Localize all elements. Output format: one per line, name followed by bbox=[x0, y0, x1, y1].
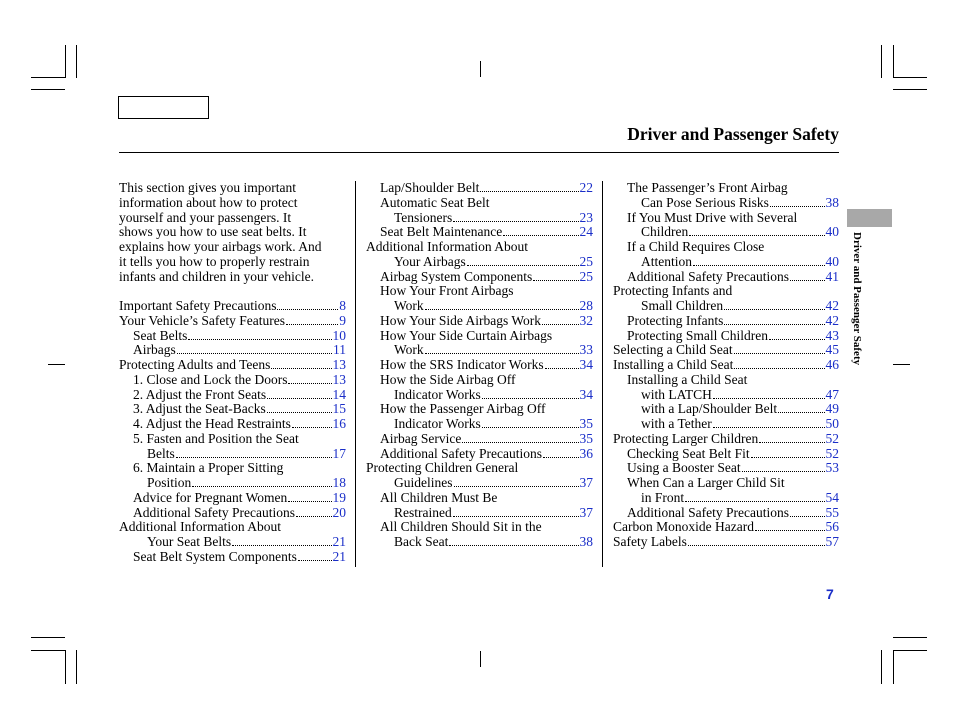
toc-entry bbox=[119, 520, 346, 535]
crop-mark bbox=[65, 650, 66, 684]
toc-entry-title: Seat Belt Maintenance bbox=[380, 224, 503, 240]
toc-entry-title: Checking Seat Belt Fit bbox=[627, 445, 750, 461]
dot-leader bbox=[543, 457, 579, 458]
toc-entry-title: Installing a Child Seat bbox=[613, 357, 734, 372]
dot-leader bbox=[462, 442, 578, 443]
toc-entry[interactable] bbox=[613, 535, 839, 550]
toc-entry-title: If a Child Requires Close bbox=[627, 239, 765, 254]
toc-page-link[interactable]: 16 bbox=[332, 416, 346, 431]
dot-leader bbox=[267, 398, 331, 399]
header-box bbox=[118, 96, 209, 119]
toc-page-link[interactable]: 13 bbox=[332, 357, 346, 372]
toc-entry-title: How Your Side Airbags Work bbox=[380, 312, 542, 328]
intro-line: This section gives you important bbox=[119, 180, 296, 195]
toc-entry[interactable] bbox=[613, 196, 839, 211]
intro-line: shows you how to use seat belts. It bbox=[119, 224, 307, 240]
toc-entry-title: Additional Information About bbox=[366, 239, 528, 254]
toc-entry[interactable] bbox=[119, 314, 346, 329]
toc-entry-title: How Your Side Curtain Airbags bbox=[380, 327, 553, 343]
toc-entry-title: Seat Belt System Components bbox=[133, 548, 297, 564]
dot-leader bbox=[755, 530, 825, 531]
toc-page-link[interactable]: 50 bbox=[825, 416, 839, 431]
toc-page-link[interactable]: 25 bbox=[579, 253, 593, 269]
toc-entry-title: with a Tether bbox=[641, 416, 712, 431]
toc-entry-title: 2. Adjust the Front Seats bbox=[133, 386, 267, 402]
dot-leader bbox=[742, 471, 825, 472]
crop-mark bbox=[881, 650, 882, 684]
toc-entry[interactable] bbox=[366, 358, 593, 373]
crop-mark bbox=[893, 77, 927, 78]
toc-page-link[interactable]: 21 bbox=[332, 548, 346, 564]
crop-mark bbox=[76, 650, 77, 684]
toc-entry bbox=[613, 211, 839, 226]
toc-page-link[interactable]: 18 bbox=[332, 475, 346, 490]
toc-entry-title: Your Seat Belts bbox=[147, 534, 232, 549]
toc-list bbox=[119, 299, 346, 565]
toc-entry-title: Work bbox=[394, 342, 424, 358]
crop-mark bbox=[31, 77, 65, 78]
dot-leader bbox=[188, 339, 331, 340]
toc-entry-title: Airbag Service bbox=[380, 430, 462, 446]
dot-leader bbox=[724, 324, 824, 325]
toc-page-link[interactable]: 14 bbox=[332, 386, 346, 402]
crop-mark bbox=[893, 45, 894, 78]
toc-page-link[interactable]: 9 bbox=[339, 312, 346, 328]
dot-leader bbox=[267, 412, 332, 413]
toc-entry[interactable] bbox=[119, 506, 346, 521]
dot-leader bbox=[689, 235, 824, 236]
toc-entry[interactable] bbox=[119, 491, 346, 506]
toc-page-link[interactable]: 35 bbox=[579, 416, 593, 431]
toc-entry[interactable] bbox=[613, 506, 839, 521]
toc-entry[interactable] bbox=[613, 447, 839, 462]
toc-entry[interactable] bbox=[613, 417, 839, 432]
toc-page-link[interactable]: 15 bbox=[332, 401, 346, 417]
toc-entry[interactable] bbox=[119, 329, 346, 344]
toc-page-link[interactable]: 42 bbox=[825, 312, 839, 328]
dot-leader bbox=[277, 309, 338, 310]
dot-leader bbox=[713, 427, 825, 428]
toc-entry-title: Can Pose Serious Risks bbox=[641, 194, 769, 210]
toc-entry-title: Back Seat bbox=[394, 534, 449, 549]
toc-entry-title: Additional Safety Precautions bbox=[380, 445, 542, 461]
toc-entry[interactable] bbox=[119, 358, 346, 373]
dot-leader bbox=[453, 221, 578, 222]
toc-entry-title: Work bbox=[394, 298, 424, 313]
toc-entry[interactable] bbox=[119, 343, 346, 358]
toc-page-link[interactable]: 38 bbox=[825, 194, 839, 210]
toc-entry-title: Protecting Infants bbox=[627, 312, 724, 328]
dot-leader bbox=[545, 368, 579, 369]
toc-page-link[interactable]: 42 bbox=[825, 298, 839, 313]
toc-entry-title: Additional Safety Precautions bbox=[133, 504, 295, 520]
toc-entry[interactable] bbox=[366, 270, 593, 285]
toc-entry[interactable] bbox=[119, 535, 346, 550]
toc-entry-title: Automatic Seat Belt bbox=[380, 194, 490, 210]
toc-entry-title: Position bbox=[147, 475, 192, 490]
toc-entry-title: The Passenger’s Front Airbag bbox=[627, 180, 788, 195]
toc-entry-title: with a Lap/Shoulder Belt bbox=[641, 401, 778, 417]
toc-entry-title: Carbon Monoxide Hazard bbox=[613, 519, 754, 535]
toc-entry[interactable] bbox=[366, 181, 593, 196]
toc-entry[interactable] bbox=[366, 314, 593, 329]
dot-leader bbox=[296, 516, 332, 517]
toc-page-link[interactable]: 33 bbox=[579, 342, 593, 358]
dot-leader bbox=[685, 501, 824, 502]
toc-entry-title: Protecting Children General bbox=[366, 460, 519, 476]
toc-entry-title: All Children Must Be bbox=[380, 489, 498, 505]
toc-page-link[interactable]: 40 bbox=[825, 253, 839, 269]
toc-page-link[interactable]: 23 bbox=[579, 209, 593, 225]
toc-entry[interactable] bbox=[613, 432, 839, 447]
toc-entry[interactable] bbox=[613, 329, 839, 344]
toc-page-link[interactable]: 57 bbox=[825, 534, 839, 549]
dot-leader bbox=[482, 427, 579, 428]
toc-entry[interactable] bbox=[613, 491, 839, 506]
toc-entry-title: Children bbox=[641, 224, 689, 240]
dot-leader bbox=[751, 457, 825, 458]
toc-entry-title: All Children Should Sit in the bbox=[380, 519, 542, 535]
dot-leader bbox=[288, 501, 331, 502]
toc-entry-title: Selecting a Child Seat bbox=[613, 342, 733, 358]
toc-page-link[interactable]: 54 bbox=[825, 489, 839, 505]
dot-leader bbox=[759, 442, 824, 443]
dot-leader bbox=[713, 398, 825, 399]
section-tab bbox=[847, 209, 892, 227]
page-number: 7 bbox=[826, 586, 834, 602]
toc-page-link[interactable]: 22 bbox=[579, 180, 593, 195]
toc-entry-title: Installing a Child Seat bbox=[627, 371, 748, 387]
toc-page-link[interactable]: 40 bbox=[825, 224, 839, 240]
toc-entry bbox=[366, 196, 593, 211]
toc-entry-title: Safety Labels bbox=[613, 534, 687, 549]
toc-entry-title: If You Must Drive with Several bbox=[627, 209, 798, 225]
toc-entry-title: Additional Information About bbox=[119, 519, 281, 535]
toc-entry bbox=[613, 181, 839, 196]
intro-paragraph bbox=[119, 181, 346, 284]
toc-page-link[interactable]: 47 bbox=[825, 386, 839, 402]
toc-entry[interactable] bbox=[119, 373, 346, 388]
toc-entry-title: Additional Safety Precautions bbox=[627, 268, 789, 284]
crop-mark bbox=[76, 45, 77, 78]
toc-entry[interactable] bbox=[366, 225, 593, 240]
toc-entry-title: Protecting Larger Children bbox=[613, 430, 759, 446]
toc-entry[interactable] bbox=[366, 343, 593, 358]
toc-entry-title: in Front bbox=[641, 489, 685, 505]
dot-leader bbox=[790, 516, 825, 517]
toc-entry-title: Protecting Small Children bbox=[627, 327, 768, 343]
dot-leader bbox=[734, 368, 824, 369]
toc-entry-title: When Can a Larger Child Sit bbox=[627, 475, 785, 490]
toc-entry bbox=[366, 240, 593, 255]
dot-leader bbox=[693, 265, 825, 266]
toc-page-link[interactable]: 46 bbox=[825, 357, 839, 372]
toc-column-3 bbox=[613, 181, 839, 550]
toc-page-link[interactable]: 17 bbox=[332, 445, 346, 461]
crop-mark bbox=[893, 650, 927, 651]
dot-leader bbox=[790, 280, 825, 281]
toc-page-link[interactable]: 34 bbox=[579, 357, 593, 372]
dot-leader bbox=[482, 398, 579, 399]
toc-page-link[interactable]: 19 bbox=[332, 489, 346, 505]
toc-entry bbox=[613, 476, 839, 491]
toc-entry-title: How the Passenger Airbag Off bbox=[380, 401, 546, 417]
dot-leader bbox=[734, 353, 825, 354]
toc-entry[interactable] bbox=[613, 314, 839, 329]
toc-entry[interactable] bbox=[613, 358, 839, 373]
header-rule bbox=[119, 152, 839, 153]
dot-leader bbox=[288, 383, 331, 384]
toc-page-link[interactable]: 20 bbox=[332, 504, 346, 520]
dot-leader bbox=[292, 427, 332, 428]
toc-page-link[interactable]: 52 bbox=[825, 430, 839, 446]
crop-mark bbox=[480, 651, 481, 667]
toc-page-link[interactable]: 35 bbox=[579, 430, 593, 446]
toc-page-link[interactable]: 36 bbox=[579, 445, 593, 461]
toc-entry-title: Airbag System Components bbox=[380, 268, 533, 284]
dot-leader bbox=[425, 353, 579, 354]
toc-entry[interactable] bbox=[613, 225, 839, 240]
crop-mark bbox=[893, 89, 927, 90]
toc-entry-title: Advice for Pregnant Women bbox=[133, 489, 288, 505]
intro-line: explains how your airbags work. And bbox=[119, 239, 322, 254]
toc-entry-title: 1. Close and Lock the Doors bbox=[133, 371, 288, 387]
toc-entry-title: 3. Adjust the Seat-Backs bbox=[133, 401, 266, 417]
intro-line: information about how to protect bbox=[119, 194, 298, 210]
toc-entry-title: Using a Booster Seat bbox=[627, 460, 741, 476]
dot-leader bbox=[688, 545, 825, 546]
toc-page-link[interactable]: 55 bbox=[825, 504, 839, 520]
dot-leader bbox=[425, 309, 579, 310]
toc-entry-title: Seat Belts bbox=[133, 327, 188, 343]
toc-entry bbox=[366, 402, 593, 417]
toc-entry[interactable] bbox=[366, 299, 593, 314]
toc-entry-title: Indicator Works bbox=[394, 386, 481, 402]
dot-leader bbox=[724, 309, 824, 310]
toc-page-link[interactable]: 25 bbox=[579, 268, 593, 284]
toc-entry-title: How the Side Airbag Off bbox=[380, 371, 516, 387]
dot-leader bbox=[467, 265, 579, 266]
toc-entry bbox=[366, 373, 593, 388]
dot-leader bbox=[778, 412, 824, 413]
toc-entry-title: Belts bbox=[147, 445, 175, 461]
toc-page-link[interactable]: 56 bbox=[825, 519, 839, 535]
toc-entry-title: Your Airbags bbox=[394, 253, 466, 269]
toc-page-link[interactable]: 53 bbox=[825, 460, 839, 476]
toc-entry[interactable] bbox=[119, 476, 346, 491]
toc-entry[interactable] bbox=[366, 432, 593, 447]
toc-entry[interactable] bbox=[366, 417, 593, 432]
crop-mark bbox=[893, 364, 910, 365]
toc-entry bbox=[119, 432, 346, 447]
toc-entry[interactable] bbox=[119, 447, 346, 462]
dot-leader bbox=[192, 486, 331, 487]
toc-entry-title: Tensioners bbox=[394, 209, 453, 225]
dot-leader bbox=[453, 516, 579, 517]
toc-entry-title: 4. Adjust the Head Restraints bbox=[133, 416, 291, 431]
dot-leader bbox=[271, 368, 331, 369]
dot-leader bbox=[480, 191, 578, 192]
toc-entry[interactable] bbox=[366, 535, 593, 550]
toc-entry-title: Important Safety Precautions bbox=[119, 298, 277, 313]
toc-entry bbox=[366, 329, 593, 344]
intro-line: infants and children in your vehicle. bbox=[119, 268, 314, 284]
toc-entry[interactable] bbox=[119, 550, 346, 565]
column-divider bbox=[355, 181, 356, 567]
toc-entry[interactable] bbox=[613, 255, 839, 270]
toc-entry[interactable] bbox=[613, 461, 839, 476]
crop-mark bbox=[31, 637, 65, 638]
toc-entry bbox=[613, 284, 839, 299]
toc-entry-title: Restrained bbox=[394, 504, 452, 520]
toc-entry[interactable] bbox=[613, 520, 839, 535]
toc-page-link[interactable]: 38 bbox=[579, 534, 593, 549]
toc-entry-title: How the SRS Indicator Works bbox=[380, 357, 544, 372]
toc-entry-title: Your Vehicle’s Safety Features bbox=[119, 312, 285, 328]
toc-entry bbox=[613, 373, 839, 388]
toc-page-link[interactable]: 41 bbox=[825, 268, 839, 284]
dot-leader bbox=[769, 339, 825, 340]
crop-mark bbox=[31, 650, 65, 651]
dot-leader bbox=[454, 486, 579, 487]
toc-page-link[interactable]: 13 bbox=[332, 371, 346, 387]
toc-page-link[interactable]: 8 bbox=[339, 298, 346, 313]
dot-leader bbox=[176, 457, 332, 458]
toc-page-link[interactable]: 24 bbox=[579, 224, 593, 240]
toc-page-link[interactable]: 49 bbox=[825, 401, 839, 417]
dot-leader bbox=[503, 235, 578, 236]
toc-entry[interactable] bbox=[119, 299, 346, 314]
toc-entry bbox=[366, 461, 593, 476]
toc-entry-title: with LATCH bbox=[641, 386, 712, 402]
dot-leader bbox=[449, 545, 578, 546]
toc-entry bbox=[119, 461, 346, 476]
dot-leader bbox=[542, 324, 578, 325]
toc-entry-title: 6. Maintain a Proper Sitting bbox=[133, 460, 284, 476]
page-title: Driver and Passenger Safety bbox=[627, 124, 839, 144]
toc-page-link[interactable]: 37 bbox=[579, 504, 593, 520]
dot-leader bbox=[298, 560, 332, 561]
crop-mark bbox=[31, 89, 65, 90]
crop-mark bbox=[893, 650, 894, 684]
toc-page-link[interactable]: 37 bbox=[579, 475, 593, 490]
toc-entry-title: Protecting Infants and bbox=[613, 283, 733, 299]
toc-entry bbox=[366, 520, 593, 535]
toc-entry[interactable] bbox=[366, 255, 593, 270]
toc-column-1 bbox=[119, 181, 346, 565]
toc-entry[interactable] bbox=[366, 211, 593, 226]
toc-entry-title: Lap/Shoulder Belt bbox=[380, 180, 480, 195]
spacer bbox=[119, 284, 346, 299]
crop-mark bbox=[48, 364, 65, 365]
toc-page-link[interactable]: 21 bbox=[332, 534, 346, 549]
toc-page-link[interactable]: 34 bbox=[579, 386, 593, 402]
dot-leader bbox=[533, 280, 578, 281]
toc-entry bbox=[613, 240, 839, 255]
dot-leader bbox=[770, 206, 825, 207]
crop-mark bbox=[881, 45, 882, 78]
toc-page-link[interactable]: 52 bbox=[825, 445, 839, 461]
intro-line: yourself and your passengers. It bbox=[119, 209, 292, 225]
toc-page-link[interactable]: 32 bbox=[579, 312, 593, 328]
dot-leader bbox=[177, 353, 332, 354]
toc-entry-title: Indicator Works bbox=[394, 416, 481, 431]
toc-entry bbox=[366, 491, 593, 506]
toc-entry-title: 5. Fasten and Position the Seat bbox=[133, 430, 299, 446]
toc-entry-title: Additional Safety Precautions bbox=[627, 504, 789, 520]
toc-entry[interactable] bbox=[613, 388, 839, 403]
toc-column-2 bbox=[366, 181, 593, 550]
toc-entry[interactable] bbox=[613, 402, 839, 417]
toc-entry-title: Airbags bbox=[133, 342, 176, 358]
toc-page-link[interactable]: 43 bbox=[825, 327, 839, 343]
toc-page-link[interactable]: 10 bbox=[332, 327, 346, 343]
toc-entry-title: How Your Front Airbags bbox=[380, 283, 514, 299]
toc-page-link[interactable]: 28 bbox=[579, 298, 593, 313]
toc-entry[interactable] bbox=[613, 270, 839, 285]
crop-mark bbox=[893, 637, 927, 638]
toc-entry bbox=[366, 284, 593, 299]
toc-entry-title: Attention bbox=[641, 253, 692, 269]
toc-list bbox=[366, 181, 593, 550]
toc-entry[interactable] bbox=[366, 506, 593, 521]
toc-page-link[interactable]: 45 bbox=[825, 342, 839, 358]
column-divider bbox=[602, 181, 603, 567]
crop-mark bbox=[65, 45, 66, 78]
toc-entry[interactable] bbox=[119, 417, 346, 432]
toc-entry[interactable] bbox=[613, 299, 839, 314]
dot-leader bbox=[232, 545, 331, 546]
intro-line: it tells you how to properly restrain bbox=[119, 253, 310, 269]
toc-list bbox=[613, 181, 839, 550]
toc-entry[interactable] bbox=[613, 343, 839, 358]
section-tab-label: Driver and Passenger Safety bbox=[851, 232, 863, 366]
toc-page-link[interactable]: 11 bbox=[333, 342, 346, 358]
crop-mark bbox=[480, 61, 481, 77]
toc-entry[interactable] bbox=[366, 388, 593, 403]
toc-entry[interactable] bbox=[366, 447, 593, 462]
toc-entry[interactable] bbox=[119, 388, 346, 403]
dot-leader bbox=[286, 324, 338, 325]
toc-entry-title: Guidelines bbox=[394, 475, 453, 490]
toc-entry-title: Small Children bbox=[641, 298, 724, 313]
toc-entry-title: Protecting Adults and Teens bbox=[119, 357, 271, 372]
toc-entry[interactable] bbox=[119, 402, 346, 417]
toc-entry[interactable] bbox=[366, 476, 593, 491]
